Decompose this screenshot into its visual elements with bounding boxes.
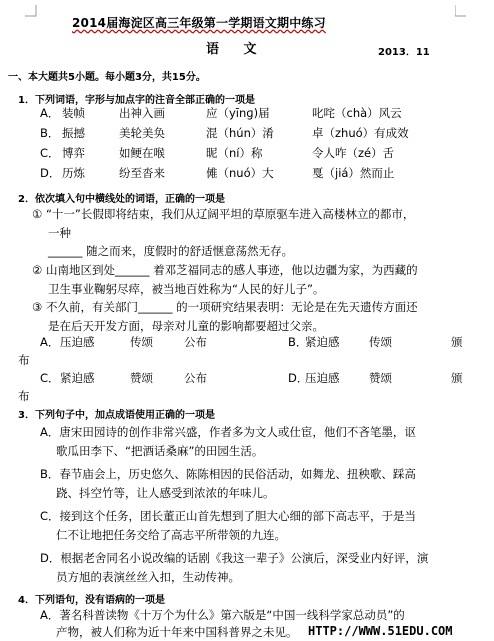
question-4-stem: 4．下列语句，没有语病的一项是 <box>18 595 165 606</box>
q2-option-d-word-2: 赞颂 <box>369 371 392 385</box>
sentence-2-line-1: ② 山南地区到处______ 着邓芝福同志的感人事迹，他以边疆为家，为西藏的 <box>32 263 418 277</box>
q2-option-b-word-2: 传颂 <box>369 335 392 349</box>
option-a: A． <box>40 106 60 120</box>
question-2-stem: 2．依次填入句中横线处的词语，正确的一项是 <box>18 194 225 205</box>
option-a-idiom: 出神入画 <box>119 106 165 120</box>
q2-option-b-word-1: 紧迫感 <box>305 335 340 349</box>
q3-option-b-line-1: B．春节庙会上，历史悠久、陈陈相因的民俗活动，如舞龙、扭秧歌、踩高 <box>40 467 416 481</box>
option-b-word: 振撼 <box>62 126 85 140</box>
q4-option-a-line-1: A．著名科普读物《十万个为什么》第六版是“中国一线科学家总动员”的 <box>40 608 405 622</box>
q2-option-c-letter: C． <box>40 371 60 385</box>
q2-option-b-wrap: 布 <box>18 353 30 367</box>
q2-option-a-letter: A． <box>40 335 60 349</box>
option-a-phrase: 叱咤（chà）风云 <box>312 106 402 120</box>
option-c-idiom: 如鲠在喉 <box>119 146 165 160</box>
q3-option-a-line-2: 歌瓜田李下、“把酒话桑麻”的田园生活。 <box>56 444 264 458</box>
q2-option-a-word-2: 传颂 <box>130 335 153 349</box>
watermark-url: HTTP://WWW.51EDU.COM <box>308 624 453 638</box>
q2-option-c-word-3: 公布 <box>184 371 207 385</box>
crop-mark-top-right-icon <box>455 5 467 17</box>
exam-title: 2014届海淀区高三年级第一学期语文期中练习 <box>72 16 326 30</box>
option-d-pinyin: 傩（nuó）大 <box>206 166 274 180</box>
crop-mark-top-left-icon <box>25 5 37 17</box>
option-d-idiom: 纷至沓来 <box>119 166 165 180</box>
sentence-1-line-2: 一种 <box>48 226 71 240</box>
q2-option-d-word-1: 压迫感 <box>305 371 340 385</box>
q3-option-c-line-1: C．接到这个任务，团长董正山首先想到了胆大心细的部下高志平，于是当 <box>40 509 417 523</box>
q2-option-b-letter: B． <box>288 335 308 349</box>
exam-date: 2013．11 <box>378 47 430 58</box>
option-c-word: 博弈 <box>62 146 85 160</box>
option-b-phrase: 卓（zhuó）有成效 <box>312 126 409 140</box>
q3-option-d-line-2: 员方旭的表演丝丝入扣，生动传神。 <box>56 570 240 584</box>
subject-title: 语 文 <box>206 42 267 57</box>
option-d-phrase: 戛（jiá）然而止 <box>312 166 395 180</box>
q2-option-d-wrap: 布 <box>18 389 30 403</box>
option-d: D． <box>40 166 61 180</box>
sentence-1-line-1: ① “十一”长假即将结束，我们从辽阔平坦的草原驱车进入高楼林立的都市， <box>32 207 415 221</box>
q4-option-a-line-2: 产物，被人们称为近十年来中国科普界之未见。 <box>56 625 298 639</box>
q3-option-c-line-2: 仁不让地把任务交给了高志平所带领的九连。 <box>56 528 286 542</box>
q2-option-b-word-3: 颁 <box>451 335 463 349</box>
question-1-stem: 1．下列词语，字形与加点字的注音全部正确的一项是 <box>18 95 255 106</box>
q3-option-d-line-1: D．根据老舍同名小说改编的话剧《我这一辈子》公演后，深受业内好评，演 <box>40 551 429 565</box>
option-a-word: 装帧 <box>62 106 85 120</box>
sentence-1-line-3: ______ 随之而来，度假时的舒适惬意荡然无存。 <box>48 244 294 258</box>
option-c: C． <box>40 146 60 160</box>
option-a-pinyin: 应（yīnɡ)届 <box>206 106 270 120</box>
question-3-stem: 3．下列句子中，加点成语使用正确的一项是 <box>18 410 215 421</box>
q2-option-c-word-1: 紧迫感 <box>60 371 95 385</box>
sentence-3-line-2: 是在后天开发方面，母亲对儿童的影响都要超过父亲。 <box>48 319 324 333</box>
sentence-2-line-2: 卫生事业鞠躬尽瘁，被当地百姓称为“人民的好儿子”。 <box>48 282 325 296</box>
q3-option-b-line-2: 跷、抖空竹等，让人感受到浓浓的年味儿。 <box>56 486 275 500</box>
sentence-3-line-1: ③ 不久前，有关部门______ 的一项研究结果表明：无论是在先天遗传方面还 <box>32 300 418 314</box>
q2-option-d-letter: D． <box>288 371 309 385</box>
option-b-pinyin: 混（hún）淆 <box>206 126 274 140</box>
q2-option-a-word-1: 压迫感 <box>60 335 95 349</box>
option-c-pinyin: 昵（ní）称 <box>206 146 263 160</box>
option-b: B． <box>40 126 60 140</box>
q2-option-d-word-3: 颁 <box>451 371 463 385</box>
q3-option-a-line-1: A．唐宋田园诗的创作非常兴盛，作者多为文人或仕宦，他们不吝笔墨，讴 <box>40 425 416 439</box>
section-heading: 一、本大题共5小题。每小题3分，共15分。 <box>8 72 206 83</box>
option-d-word: 历炼 <box>62 166 85 180</box>
option-c-phrase: 令人咋（zé）舌 <box>312 146 395 160</box>
option-b-idiom: 美轮美奂 <box>119 126 165 140</box>
q2-option-c-word-2: 赞颂 <box>130 371 153 385</box>
q2-option-a-word-3: 公布 <box>184 335 207 349</box>
